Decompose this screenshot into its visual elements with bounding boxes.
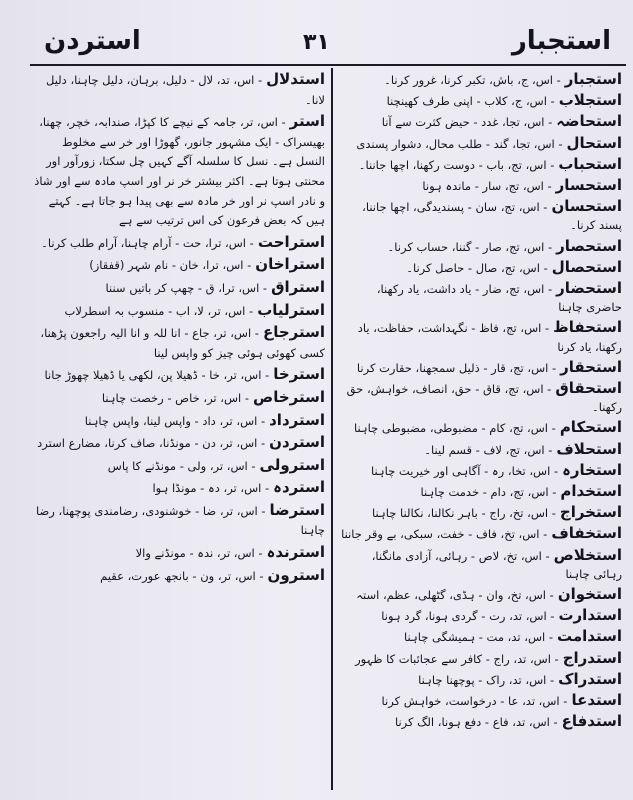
entry [340, 379, 622, 418]
definition: - اس، تخا، رہ - آگاہی اور خیریت چاہنا [370, 463, 559, 478]
headword: استدارت [558, 606, 622, 625]
headword: استدلال [266, 70, 325, 88]
definition: - اس، تج، ضار - یاد داشت، یاد رکھنا، حاضری چاہنا [376, 282, 622, 315]
headword: استحصال [551, 257, 622, 276]
headword: استرخا [273, 365, 325, 384]
headword: استرجاع [262, 323, 325, 342]
definition: - اس، ج، کلاب - اپنی طرف کھینچنا [386, 94, 555, 109]
definition: - اس، ترا، ق - چھپ کر باتیں سننا [105, 280, 268, 295]
headword: استر [289, 112, 325, 131]
definition: - اس، تر، جاع - انا للہ و انا الیہ راجعون پڑھنا، کسی کھوئی ہوئی چیز کو واپس لینا [40, 326, 325, 360]
entry [340, 197, 622, 236]
definition: - اس، تد، فاع - دفع ہونا، الگ کرنا [394, 715, 558, 730]
definition: - اس، تخ، لاص - رہائی، آزادی مانگنا، رہائی چاہنا [371, 548, 622, 581]
definition: - اس، تر، داد - واپس لینا، واپس چاہنا [84, 413, 266, 428]
right-column [340, 70, 622, 792]
definition: - اس، تر، ندہ - مونڈنے والا [135, 546, 263, 561]
entry [30, 278, 325, 301]
definition: - اس، تد، راج - کافر سے عجائبات کا ظہور [355, 651, 559, 666]
headword: استحسان [551, 197, 622, 216]
entry [30, 70, 325, 112]
definition: - اس، تد، مت - ہمیشگی چاہنا [404, 630, 553, 645]
headword: استحاضہ [556, 112, 622, 131]
entry [30, 501, 325, 543]
entry [340, 461, 622, 482]
headword: استحال [566, 133, 622, 152]
entry [340, 134, 622, 155]
entry [30, 233, 325, 256]
entry [340, 70, 622, 91]
entry [340, 155, 622, 176]
definition: - اس، تجا، غدد - حیض کثرت سے آنا [381, 115, 553, 130]
entry [30, 566, 325, 589]
headword: استرخاص [253, 387, 325, 406]
entry [340, 91, 622, 112]
headword: استدراک [558, 669, 622, 688]
headword: استرداد [269, 410, 325, 429]
headword: استحقار [560, 357, 622, 376]
page-header [0, 0, 633, 66]
entry [340, 440, 622, 461]
page-number: ۳۱ [303, 30, 330, 55]
definition: - اس، تج، لاف - قسم لینا۔ [424, 442, 553, 457]
entry [340, 712, 622, 733]
entry [340, 524, 622, 545]
headword: استخفاف [551, 524, 622, 543]
headword: استراق [271, 277, 325, 296]
column-divider [331, 68, 333, 790]
headword: استخراج [559, 503, 622, 522]
headword: استرون [267, 565, 325, 584]
definition: - اس، تج، صار - گننا، حساب کرنا۔ [387, 239, 553, 254]
definition: - اس، ج، باش، تکبر کرنا، غرور کرنا۔ [384, 73, 561, 87]
definition: - اس، تج، سار - ماندہ ہونا [422, 179, 552, 194]
definition: - اس، ترا، خان - نام شہر (قفقاز) [89, 258, 252, 273]
entry [340, 649, 622, 670]
headword: استخلاص [553, 545, 622, 564]
definition: - اس، تد، راک - پوچھنا چاہنا [418, 672, 555, 687]
headword: استحضار [556, 279, 622, 298]
headword: استحباب [558, 154, 622, 173]
definition: - اس، تر، لا، اب - منسوب بہ اسطرلاب [64, 303, 254, 318]
definition: - اس، تج، قاق - حق، انصاف، خواہش، حق رکھنا۔ [346, 382, 622, 415]
definition: - اس، تج، دام - خدمت چاہنا [420, 485, 557, 500]
entry [30, 365, 325, 388]
entry [340, 237, 622, 258]
headword: استخوان [557, 585, 622, 604]
entry [340, 258, 622, 279]
entry [30, 388, 325, 411]
headword: استحفاظ [553, 318, 622, 337]
definition: - اس، تر، ون - بانجھ عورت، عقیم [100, 568, 264, 583]
definition: - اس، تج، سان - پسندیدگی، اچھا جاننا، پسند کرنا۔ [362, 200, 622, 233]
entry [340, 691, 622, 712]
headword: استحقاق [555, 379, 622, 398]
headword: استرضا [269, 500, 325, 519]
headword: استردن [269, 433, 325, 452]
entry [340, 418, 622, 439]
headword: استردہ [273, 478, 325, 497]
left-column [30, 70, 325, 792]
header-left-title: استردن [44, 26, 141, 56]
definition: - اس، تر، دہ - مونڈا ہوا [152, 481, 270, 496]
definition: - اس، تج، باب - دوست رکھنا، اچھا جاننا۔ [358, 157, 555, 172]
definition: - اس، تد، لال - دلیل، برہان، دلیل چاہنا، دلیل لانا۔ [46, 73, 325, 107]
entry [30, 543, 325, 566]
definition: - اس، تر، جامہ کے نیچے کا کپڑا، صندابہ، خچر، چھنا، بھیسراک - ایک مشہور جانور، گھوڑا اور خر سے مخلوط النسل ہے۔ نسل کا سلسلہ آگے کہیں چل سکتا، زورآور اور محنتی ہوتا ہے۔ اکثر بیشتر خر نر اور اسپ مادہ سے اور شاذ و نادر اسپ نر اور خر مادہ سے بھی پیدا ہو جاتا ہے۔ کہتے ہیں کہ بعض فرعون کی اس ترتیب سے ہے [34, 115, 325, 228]
headword: استحسار [555, 176, 622, 195]
definition: - اس، تخ، وان - ہڈی، گٹھلی، عظم، استہ [356, 588, 554, 603]
definition: - اس، تجا، گند - طلب محال، دشوار پسندی [356, 136, 563, 151]
headword: استدفاع [561, 712, 622, 731]
headword: استجلاب [558, 91, 622, 110]
definition: - اس، تج، قار - ذلیل سمجھنا، حقارت کرنا [356, 360, 557, 375]
definition: - اس، تر، خا - ڈھیلا پن، لکھی یا ڈھیلا چھوڑ جانا [44, 368, 270, 383]
definition: - اس، تج، فاظ - نگہداشت، حفاظت، یاد رکھنا، یاد کرنا [357, 321, 622, 354]
headword: استخدام [560, 482, 622, 501]
entry [30, 456, 325, 479]
headword: استدراج [562, 648, 622, 667]
entry [340, 482, 622, 503]
entry [30, 411, 325, 434]
headword: استرلیاب [257, 300, 325, 319]
definition: - اس، تخ، راج - باہر نکالنا، نکالنا چاہنا [372, 506, 556, 521]
definition: - اس، تج، صال - حاصل کرنا۔ [406, 260, 548, 275]
definition: - اس، تخ، فاف - خفت، سبکی، بے وقر جاننا [341, 527, 548, 542]
entry [340, 546, 622, 585]
header-rule [30, 64, 626, 66]
entry [340, 112, 622, 133]
entry [340, 503, 622, 524]
entry [30, 478, 325, 501]
headword: استحلاف [556, 439, 622, 458]
headword: استراخان [255, 255, 325, 274]
definition: - اس، تر، ولی - مونڈنے کا پاس [107, 458, 256, 473]
entry [340, 279, 622, 318]
entry [340, 176, 622, 197]
definition: - اس، تد، عا - درخواست، خواہش کرنا [381, 694, 568, 709]
entry [30, 323, 325, 365]
entry [340, 585, 622, 606]
headword: استراحت [257, 232, 325, 251]
entry [30, 255, 325, 278]
entry [30, 433, 325, 456]
entry [340, 358, 622, 379]
entry [340, 318, 622, 357]
entry [30, 112, 325, 233]
entry [340, 627, 622, 648]
entry [340, 606, 622, 627]
headword: استرندہ [266, 543, 325, 562]
definition: - اس، تر، دن - مونڈنا، صاف کرنا، مضارع استرد [37, 436, 266, 451]
headword: استدعا [571, 691, 622, 710]
entry [30, 301, 325, 324]
headword: استحصار [556, 236, 622, 255]
header-right-title: استجبار [511, 26, 611, 56]
definition: - اس، تر، ضا - خوشنودی، رضامندی پوچھنا، رضا چاہنا [36, 503, 325, 538]
definition: - اس، ترا، حت - آرام چاہنا، آرام طلب کرنا۔ [41, 235, 254, 250]
definition: - اس، تر، خاص - رخصت چاہنا [101, 390, 250, 405]
headword: استدامت [557, 627, 622, 646]
headword: استخارہ [562, 460, 622, 479]
headword: استحکام [559, 418, 622, 437]
entry [340, 670, 622, 691]
headword: استجبار [564, 70, 622, 88]
definition: - اس، تج، کام - مضبوطی، مضبوطی چاہنا [353, 421, 556, 436]
headword: استرولی [259, 455, 325, 474]
definition: - اس، تد، رت - گردی ہونا، گرد ہونا [381, 609, 555, 624]
